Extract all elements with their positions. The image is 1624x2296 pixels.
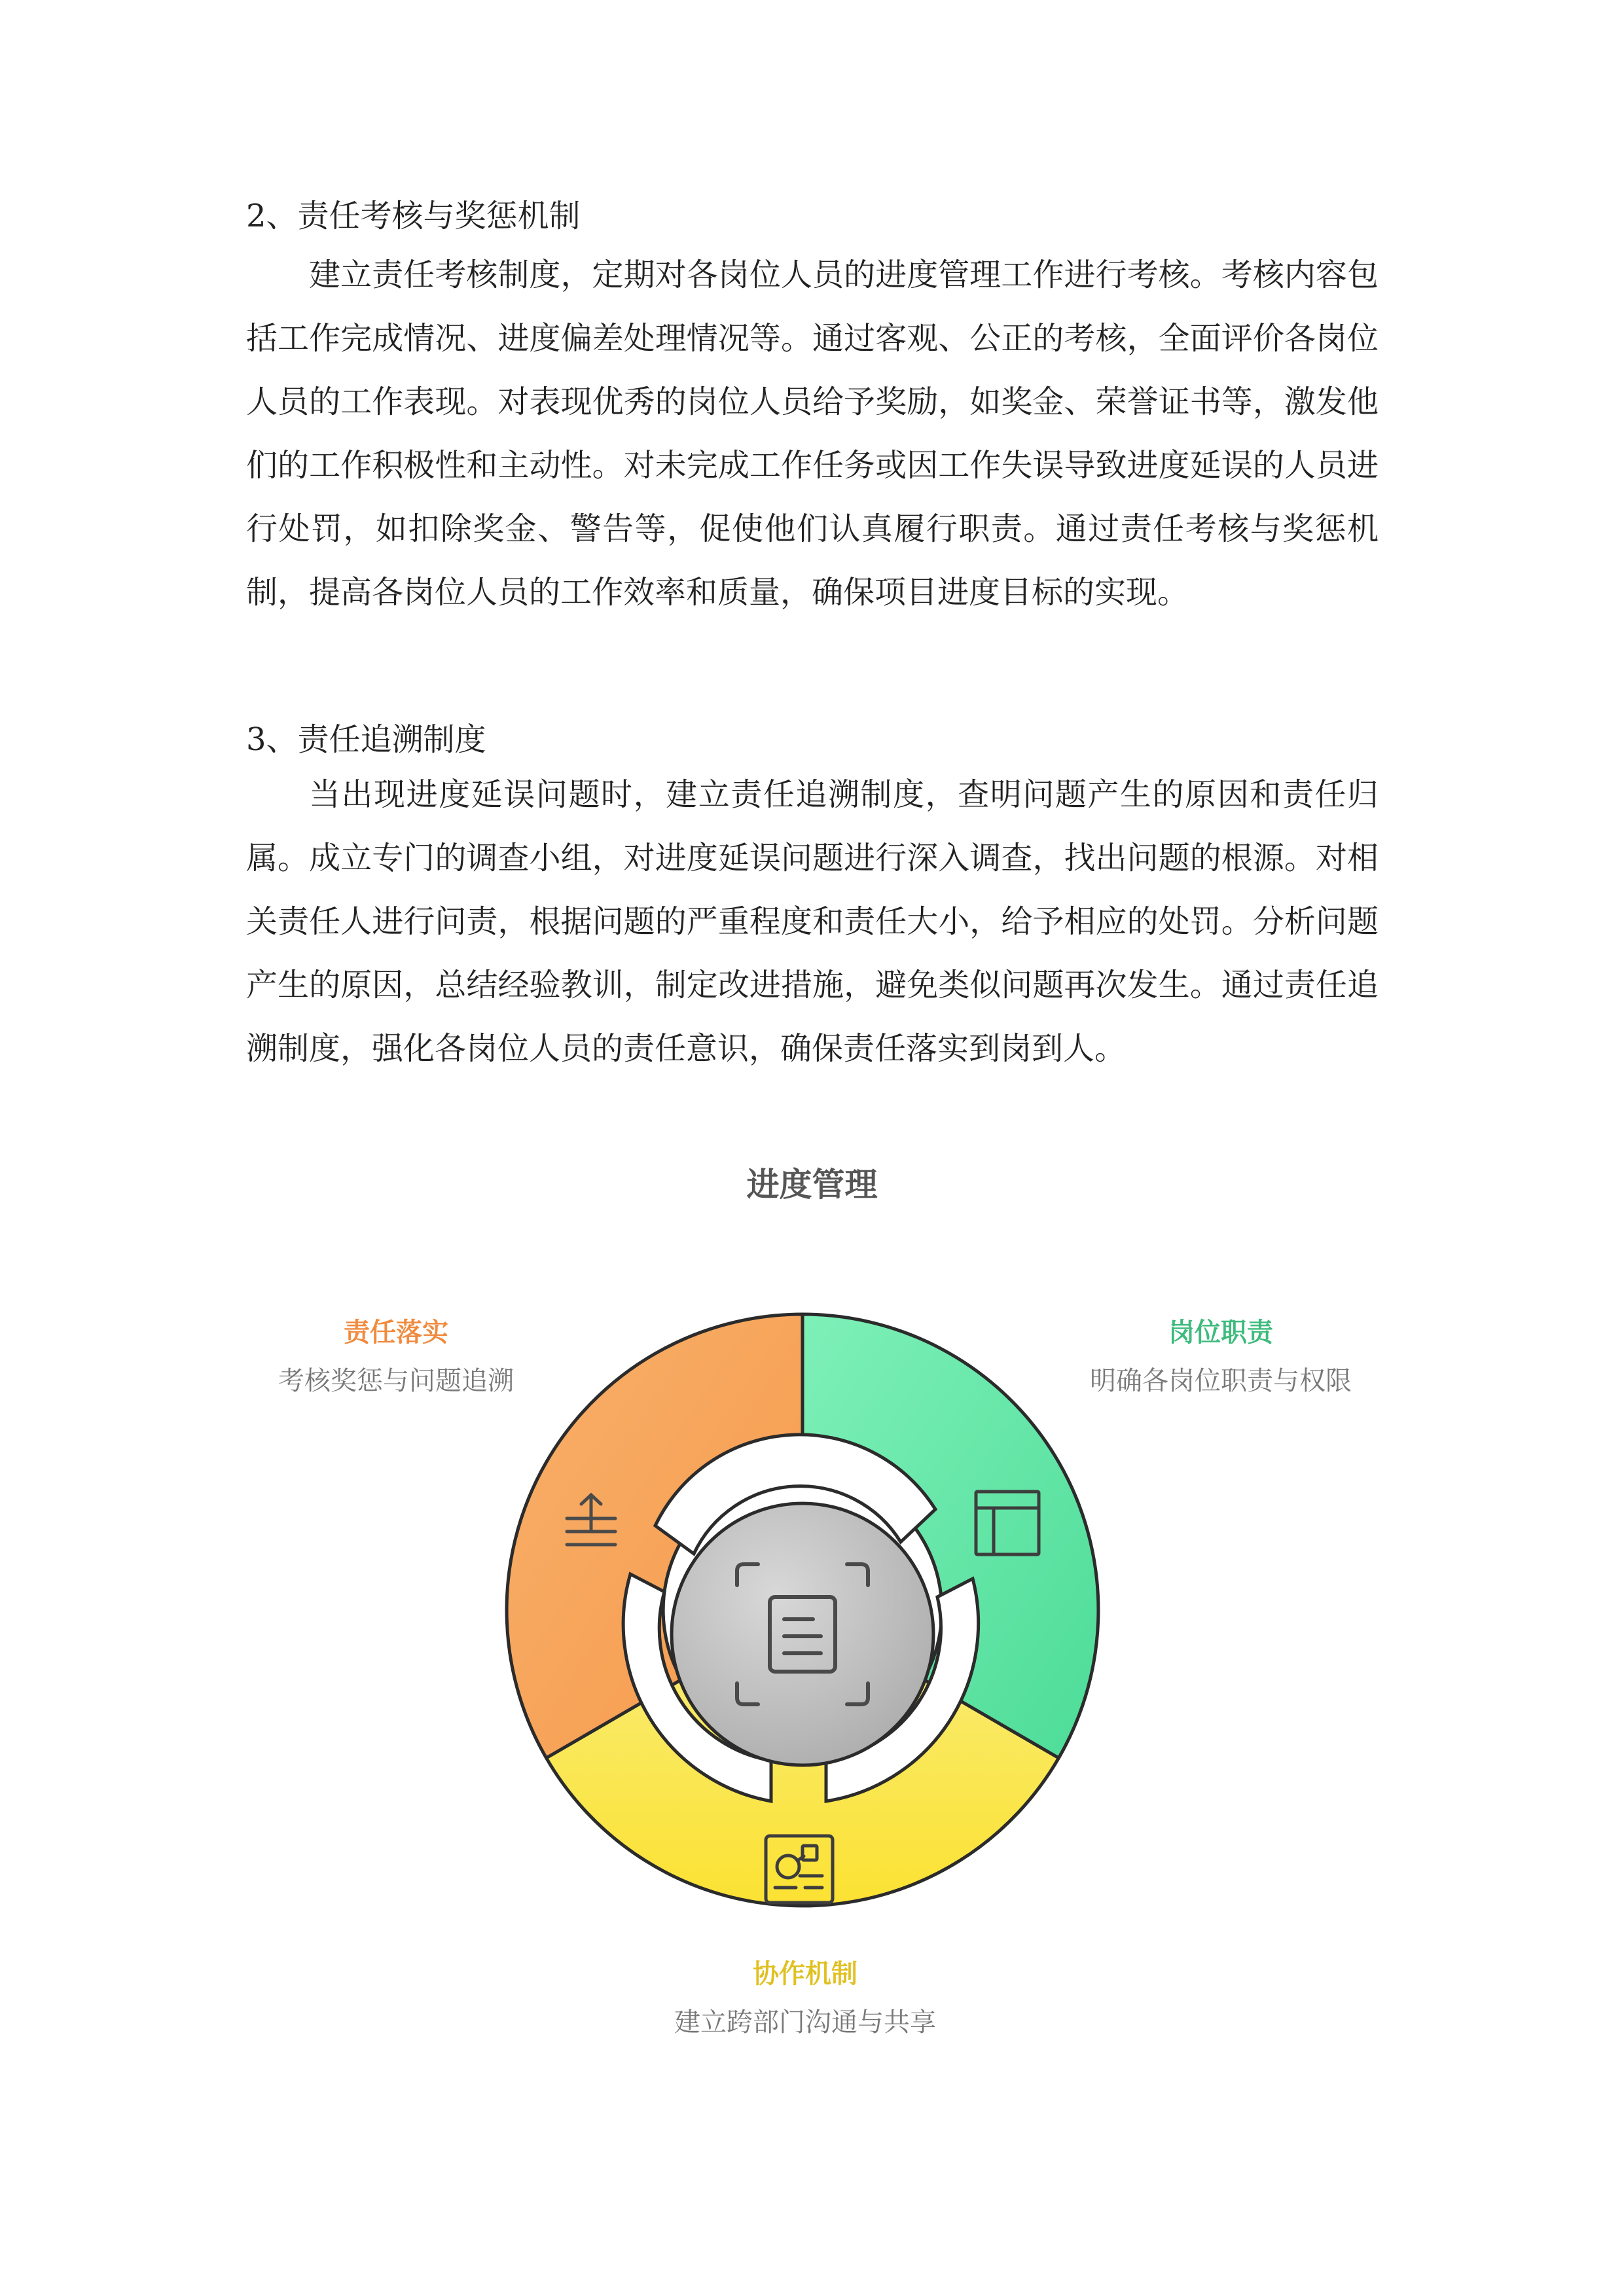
segment-label-collaboration: 协作机制 bbox=[753, 1959, 857, 1989]
segment-desc-collaboration: 建立跨部门沟通与共享 bbox=[674, 2007, 936, 2037]
segment-desc-post-duties: 明确各岗位职责与权限 bbox=[1090, 1366, 1352, 1396]
section-3-paragraph: 当出现进度延误问题时，建立责任追溯制度，查明问题产生的原因和责任归属。成立专门的调查小组，对进度延误问题进行深入调查，找出问题的根源。对相关责任人进行问责，根据问题的严重程度和责任大小，给予相应的处罚。分析问题产生的原因，总结经验教训，制定改进措施，避免类似问题再次发生。通过责任追溯制度，强化各岗位人员的责任意识，确保责任落实到岗到人。 bbox=[246, 776, 1379, 1067]
segment-label-responsibility: 责任落实 bbox=[344, 1318, 448, 1348]
diagram-title: 进度管理 bbox=[746, 1166, 878, 1204]
segment-label-post-duties: 岗位职责 bbox=[1168, 1318, 1273, 1348]
section-2-heading: 2、责任考核与奖惩机制 bbox=[246, 198, 581, 234]
section-3-heading: 3、责任追溯制度 bbox=[246, 721, 486, 758]
segment-desc-responsibility: 考核奖惩与问题追溯 bbox=[278, 1366, 514, 1396]
section-2-paragraph: 建立责任考核制度，定期对各岗位人员的进度管理工作进行考核。考核内容包括工作完成情况、进度偏差处理情况等。通过客观、公正的考核，全面评价各岗位人员的工作表现。对表现优秀的岗位人员给予奖励，如奖金、荣誉证书等，激发他们的工作积极性和主动性。对未完成工作任务或因工作失误导致进度延误的人员进行处罚，如扣除奖金、警告等，促使他们认真履行职责。通过责任考核与奖惩机制，提高各岗位人员的工作效率和质量，确保项目进度目标的实现。 bbox=[246, 257, 1379, 611]
